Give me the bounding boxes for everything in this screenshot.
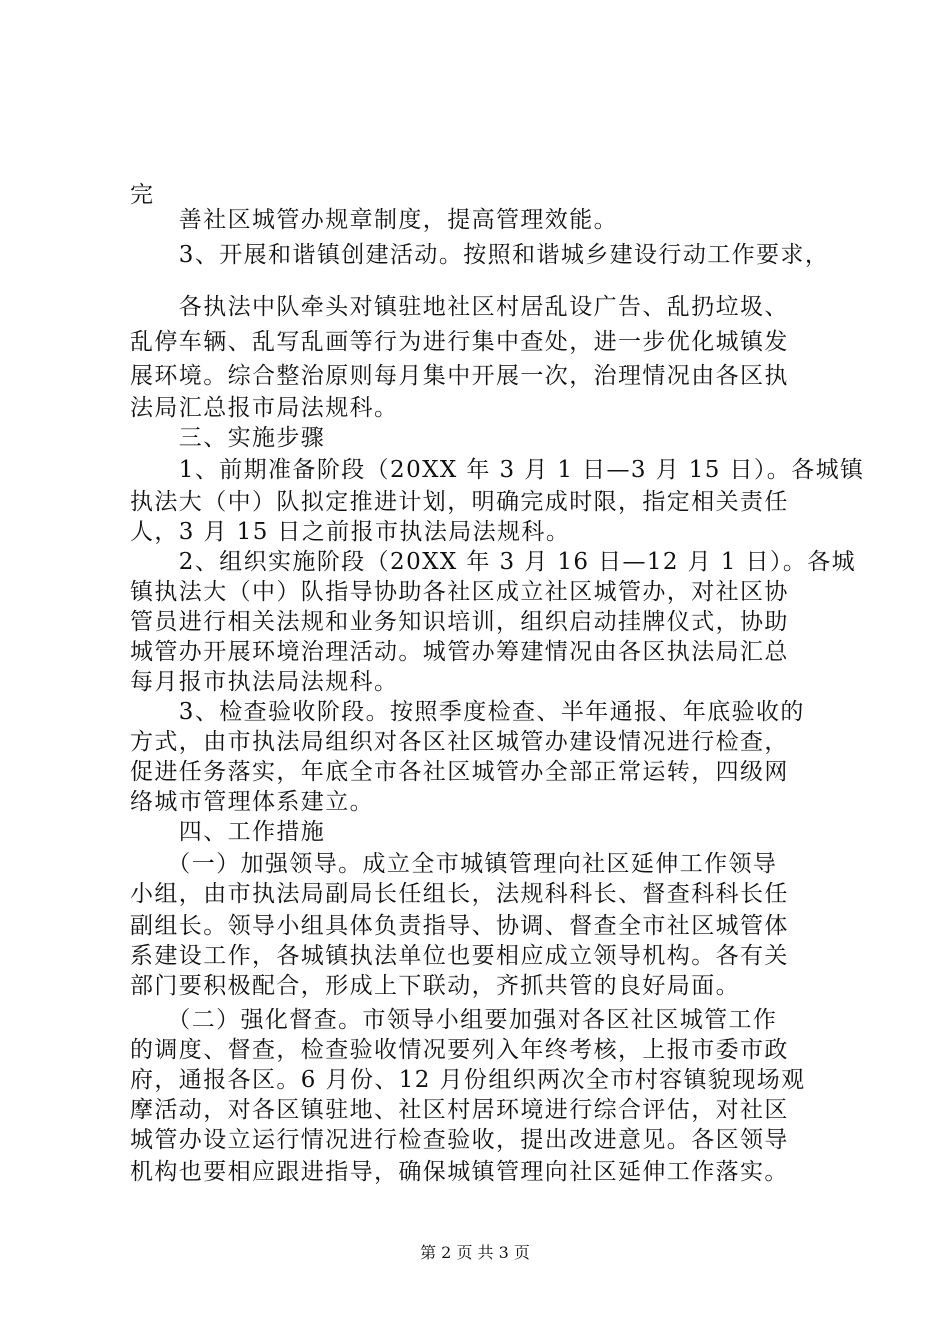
text-line: 1、前期准备阶段（20XX 年 3 月 1 日—3 月 15 日）。各城镇 (130, 457, 865, 483)
text-line: （二）强化督查。市领导小组要加强对各区社区城管工作 (130, 1007, 778, 1033)
text-line: 2、组织实施阶段（20XX 年 3 月 16 日—12 月 1 日）。各城 (130, 549, 857, 575)
text-line: 法局汇总报市局法规科。 (130, 395, 399, 421)
text-line: 3、检查验收阶段。按照季度检查、半年通报、年底验收的 (130, 699, 805, 725)
page-footer: 第 2 页 共 3 页 (420, 1243, 530, 1262)
section-heading: 三、实施步骤 (130, 425, 326, 451)
text-line: 镇执法大（中）队指导协助各社区成立社区城管办，对社区协 (130, 579, 789, 605)
text-line: 人，3 月 15 日之前报市执法局法规科。 (130, 519, 571, 545)
text-line: 完 (130, 182, 155, 208)
text-line: 机构也要相应跟进指导，确保城镇管理向社区延伸工作落实。 (130, 1159, 789, 1185)
text-line: 小组，由市执法局副局长任组长，法规科科长、督查科科长任 (130, 881, 789, 907)
text-line: 络城市管理体系建立。 (130, 789, 374, 815)
text-line: 方式，由市执法局组织对各区社区城管办建设情况进行检查， (130, 729, 789, 755)
text-line: 系建设工作，各城镇执法单位也要相应成立领导机构。各有关 (130, 943, 789, 969)
text-line: 城管办设立运行情况进行检查验收，提出改进意见。各区领导 (130, 1127, 789, 1153)
text-line: 展环境。综合整治原则每月集中开展一次，治理情况由各区执 (130, 363, 789, 389)
text-line: 各执法中队牵头对镇驻地社区村居乱设广告、乱扔垃圾、 (130, 294, 789, 320)
text-line: 部门要积极配合，形成上下联动，齐抓共管的良好局面。 (130, 973, 740, 999)
text-line: 3、开展和谐镇创建活动。按照和谐城乡建设行动工作要求， (130, 242, 830, 268)
text-line: 副组长。领导小组具体负责指导、协调、督查全市社区城管体 (130, 913, 789, 939)
text-line: 管员进行相关法规和业务知识培训，组织启动挂牌仪式，协助 (130, 609, 789, 635)
text-line: 府，通报各区。6 月份、12 月份组织两次全市村容镇貌现场观 (130, 1067, 806, 1093)
text-line: 乱停车辆、乱写乱画等行为进行集中查处，进一步优化城镇发 (130, 329, 789, 355)
text-line: （一）加强领导。成立全市城镇管理向社区延伸工作领导 (130, 851, 778, 877)
text-line: 促进任务落实，年底全市各社区城管办全部正常运转，四级网 (130, 759, 789, 785)
text-line: 执法大（中）队拟定推进计划，明确完成时限，指定相关责任 (130, 489, 789, 515)
text-line: 善社区城管办规章制度，提高管理效能。 (130, 207, 618, 233)
section-heading: 四、工作措施 (130, 819, 326, 845)
text-line: 摩活动，对各区镇驻地、社区村居环境进行综合评估，对社区 (130, 1097, 789, 1123)
text-line: 每月报市执法局法规科。 (130, 669, 399, 695)
text-line: 城管办开展环境治理活动。城管办筹建情况由各区执法局汇总 (130, 639, 789, 665)
text-line: 的调度、督查，检查验收情况要列入年终考核，上报市委市政 (130, 1037, 789, 1063)
